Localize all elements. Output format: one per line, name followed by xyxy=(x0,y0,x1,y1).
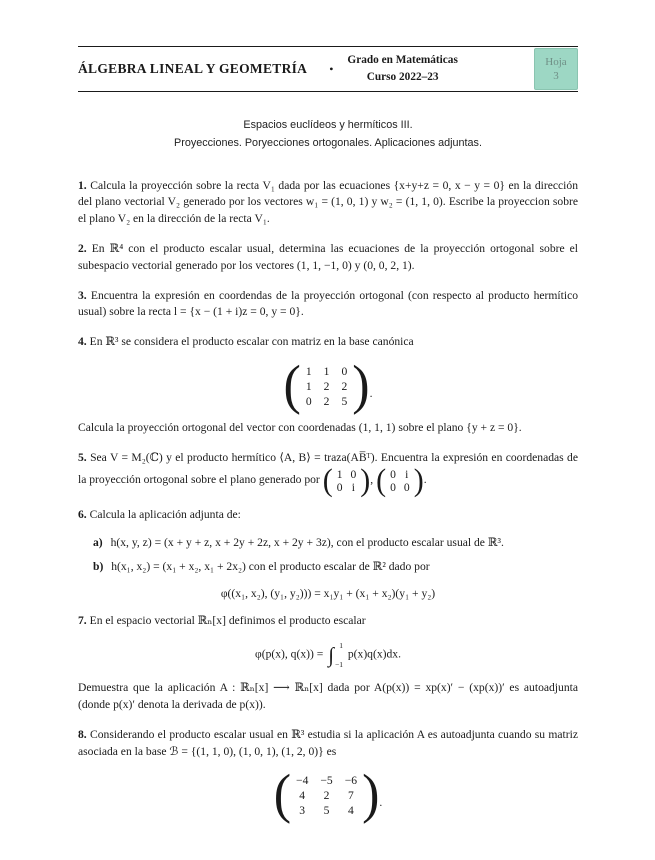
integral-expression xyxy=(328,641,343,669)
matrix-cell: 2 xyxy=(323,394,330,408)
matrix-cell: 0 xyxy=(390,480,396,494)
integral-limits xyxy=(334,641,343,669)
header-bottom-rule xyxy=(78,91,578,92)
sentence-period: . xyxy=(423,473,427,487)
problem-7-number: 7. xyxy=(78,614,87,628)
course-degree: Grado en Matemáticas xyxy=(347,53,458,66)
problem-4-matrix-display xyxy=(78,355,578,416)
problem-2 xyxy=(78,241,578,275)
matrix-cell: i xyxy=(405,467,409,481)
matrix-cell: 0 xyxy=(336,480,343,494)
problem-8 xyxy=(78,727,578,761)
course-info xyxy=(347,52,457,87)
problem-5 xyxy=(78,450,578,498)
matrix-3x3 xyxy=(283,355,370,416)
matrix-cell: 4 xyxy=(299,789,306,803)
sheet-badge xyxy=(534,48,578,90)
problem-1-text: Calcula la proyección sobre la recta V₁ dada por las ecuaciones {x+y+z = 0, x − y = 0} en la dirección del plano vectorial V₂ generado por los vectores w₁ = (1, 0, 1) y w₂ = (1, 1, 0). Escribe la proyeccion sobre el plano V₂ en la dirección de la recta V₁. xyxy=(78,178,578,226)
left-paren: ( xyxy=(376,463,387,498)
problem-4-after-text: Calcula la proyección ortogonal del vector con coordenadas (1, 1, 1) sobre el plano {y + z = 0}. xyxy=(78,421,522,435)
matrix-cell: 7 xyxy=(347,789,354,803)
matrix-cell: 0 xyxy=(341,364,348,378)
matrix-grid xyxy=(291,773,362,818)
course-year: Curso 2022–23 xyxy=(366,71,439,83)
formula-lhs: φ(p(x), q(x)) = xyxy=(255,648,324,662)
problem-6 xyxy=(78,507,578,524)
problem-1 xyxy=(78,178,578,228)
problem-7-formula xyxy=(78,641,578,669)
right-paren: ) xyxy=(352,355,370,416)
item-a-label: a) xyxy=(93,536,103,550)
subtitle-line-2: Proyecciones. Poryecciones ortogonales. Aplicaciones adjuntas. xyxy=(174,137,482,150)
matrix-period: . xyxy=(379,796,383,810)
item-a-text: h(x, y, z) = (x + y + z, x + 2y + 2z, x + 2y + 3z), con el producto escalar usual de ℝ³. xyxy=(110,536,504,550)
problem-4 xyxy=(78,334,578,351)
problem-3-number: 3. xyxy=(78,288,87,302)
problem-7 xyxy=(78,613,578,630)
formula-rhs: p(x)q(x)dx. xyxy=(347,648,401,662)
matrix-cell: 1 xyxy=(323,364,330,378)
matrix-grid xyxy=(333,468,361,494)
problem-6-number: 6. xyxy=(78,508,87,522)
problem-6-intro: Calcula la aplicación adjunta de: xyxy=(89,508,241,522)
matrix-cell: 1 xyxy=(305,364,312,378)
problem-8-intro: Considerando el producto escalar usual en ℝ³ estudia si la aplicación A es autoadjunta cuando su matriz asociada en la base ℬ = {(1, 1, 0), (1, 0, 1), (1, 2, 0)} es xyxy=(78,728,579,758)
header xyxy=(78,47,578,91)
integral-icon: ∫ xyxy=(328,642,334,667)
matrix-cell: −6 xyxy=(344,774,358,788)
right-paren: ) xyxy=(362,764,380,825)
problem-2-number: 2. xyxy=(78,242,87,256)
matrix-cell: −5 xyxy=(320,774,333,788)
matrix-2x2-first xyxy=(322,463,374,498)
matrix-cell: 0 xyxy=(390,467,396,481)
problem-5-text: Sea V = M₂(ℂ) y el producto hermítico ⟨A, B⟩ = traza(AB̅ᵀ). Encuentra la expresión en coordenadas de la proyección ortogonal sobre el plano generado por xyxy=(78,451,578,487)
matrix-cell: 2 xyxy=(323,379,330,393)
bullet-separator: • xyxy=(329,61,334,76)
matrix-3x3 xyxy=(273,764,383,825)
problem-4-after xyxy=(78,420,578,437)
problem-8-matrix-display xyxy=(78,764,578,825)
problem-1-number: 1. xyxy=(78,178,87,192)
right-paren: ) xyxy=(360,463,371,498)
matrix-cell: 1 xyxy=(305,379,312,393)
matrix-cell: 0 xyxy=(305,394,312,408)
problem-6-item-b-formula: φ((x₁, x₂), (y₁, y₂))) = x₁y₁ + (x₁ + x₂)(y₁ + y₂) xyxy=(220,587,436,601)
left-paren: ( xyxy=(322,463,333,498)
problem-8-number: 8. xyxy=(78,728,87,742)
matrix-cell: 5 xyxy=(341,394,348,408)
matrix-grid xyxy=(301,364,352,409)
item-b-label: b) xyxy=(93,560,104,574)
matrix-cell: −4 xyxy=(296,774,309,788)
problem-7-after xyxy=(78,680,578,714)
sheet-subtitle xyxy=(78,116,578,153)
matrix-cell: 4 xyxy=(347,804,354,818)
problem-3-text: Encuentra la expresión en coordendas de la proyección ortogonal (con respecto al producto hermítico usual) sobre la recta l = {x − (1 + i)z = 0, y = 0}. xyxy=(78,288,579,319)
problem-3 xyxy=(78,288,578,322)
sheet-badge-number: 3 xyxy=(553,70,559,82)
integral-lower-limit: −1 xyxy=(334,659,343,669)
matrix-cell: 2 xyxy=(341,379,348,393)
subtitle-line-1: Espacios euclídeos y hermíticos III. xyxy=(243,119,413,131)
matrix-cell: 0 xyxy=(403,480,410,494)
right-paren: ) xyxy=(413,463,424,498)
problem-4-number: 4. xyxy=(78,335,87,349)
left-paren: ( xyxy=(273,764,292,825)
problem-6-item-a xyxy=(93,535,578,552)
problem-5-number: 5. xyxy=(78,451,87,465)
integral-upper-limit: 1 xyxy=(339,641,343,651)
problem-4-intro: En ℝ³ se considera el producto escalar con matriz en la base canónica xyxy=(89,335,414,349)
matrix-cell: 5 xyxy=(323,804,330,818)
sheet-badge-label: Hoja xyxy=(545,55,567,68)
matrix-grid xyxy=(386,468,414,494)
matrix-separator-comma: , xyxy=(370,473,374,487)
left-paren: ( xyxy=(283,355,301,416)
problem-7-after-text: Demuestra que la aplicación A : ℝₙ[x] ⟶ ℝₙ[x] dada por A(p(x)) = xp(x)′ − (xp(x))′ es autoadjunta (donde p(x)′ denota la derivada de p(x)). xyxy=(78,681,578,712)
matrix-cell: 2 xyxy=(323,789,330,803)
matrix-cell: 3 xyxy=(299,804,306,818)
problem-2-text: En ℝ⁴ con el producto escalar usual, determina las ecuaciones de la proyección ortogonal sobre el subespacio vectorial generado por los vectores (1, 1, −1, 0) y (0, 0, 2, 1). xyxy=(78,242,578,272)
problem-7-intro: En el espacio vectorial ℝₙ[x] definimos el producto escalar xyxy=(89,614,366,628)
item-b-text: h(x₁, x₂) = (x₁ + x₂, x₁ + 2x₂) con el producto escalar de ℝ² dado por xyxy=(111,560,430,574)
matrix-cell: 1 xyxy=(336,467,343,481)
course-title: ÁLGEBRA LINEAL Y GEOMETRÍA xyxy=(78,61,308,76)
matrix-cell: 0 xyxy=(350,467,357,481)
matrix-2x2-second xyxy=(376,463,424,498)
matrix-cell: i xyxy=(351,480,355,494)
matrix-period: . xyxy=(369,386,373,400)
problem-6-item-b xyxy=(93,559,578,576)
